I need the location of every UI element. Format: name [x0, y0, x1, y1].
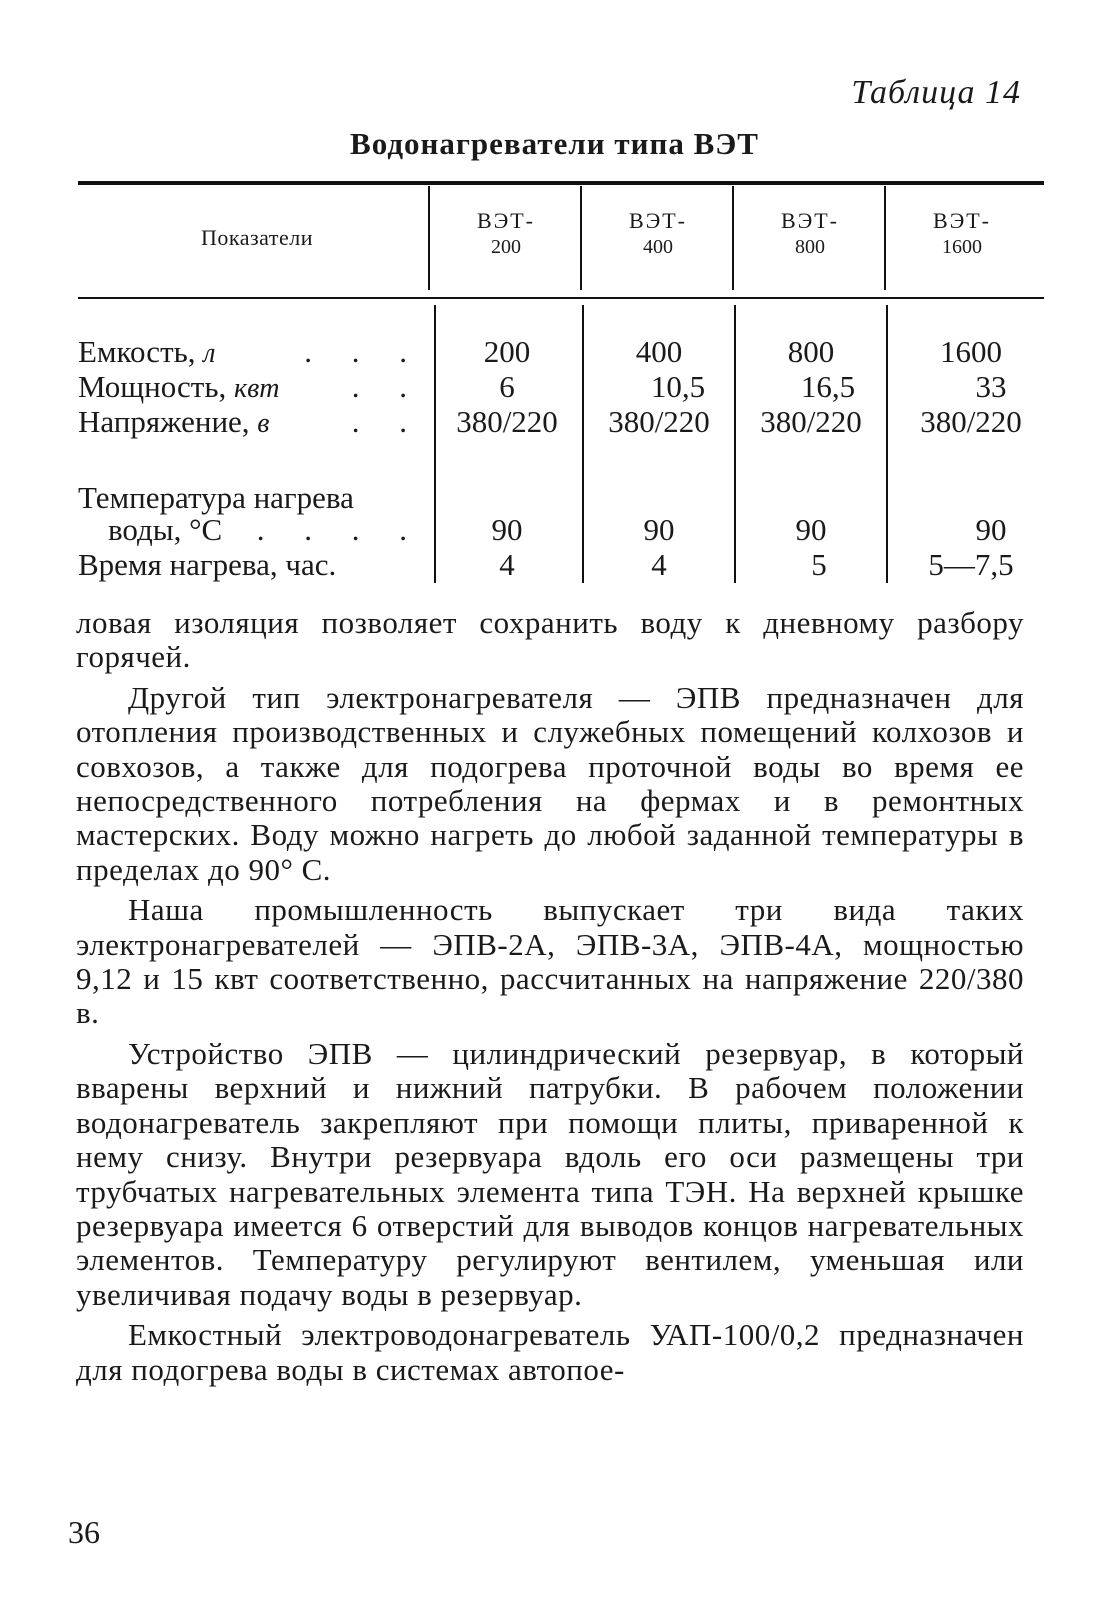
column-name: ВЭТ- [629, 208, 687, 233]
row-label-voltage: Напряжение, в . . [78, 404, 423, 439]
row-label-temperature-cont: воды, °С . . . . [108, 512, 423, 547]
header-column [887, 208, 1037, 260]
column-model-number: 200 [491, 236, 521, 258]
table-label: Таблица 14 [851, 74, 1021, 111]
cell-value: 6 [499, 369, 515, 404]
column-model-number: 400 [643, 236, 673, 258]
cell-value: 4 [499, 547, 515, 582]
column-model-number: 1600 [942, 236, 982, 258]
paragraph: Емкостный электроводонагреватель УАП-100/0,2 предназначен для подогрева воды в системах автопое- [76, 1317, 1024, 1387]
cell-value: 90 [643, 512, 675, 547]
cell-value: 90 [795, 512, 827, 547]
header-column [431, 208, 581, 260]
cell-value: 5—7,5 [928, 547, 1014, 582]
column-name: ВЭТ- [933, 208, 991, 233]
row-label-temperature: Температура нагрева [78, 480, 354, 515]
specs-table [78, 181, 1044, 583]
cell-value: 33 [975, 369, 1007, 404]
paragraph: Наша промышленность выпускает три вида таких электронагревателей — ЭПВ-2А, ЭПВ-3А, ЭПВ-4А, мощностью 9,12 и 15 квт соответственно, рассчитанных на напряжение 220/380 в. [76, 892, 1024, 1031]
cell-value: 1600 [940, 334, 1002, 369]
column-name: ВЭТ- [781, 208, 839, 233]
cell-value: 800 [787, 334, 835, 369]
table-top-rule [78, 181, 1044, 185]
paragraph: Другой тип электронагревателя — ЭПВ предназначен для отопления производственных и служебных помещений колхозов и совхозов, а также для подогрева проточной воды во время ее непосредственного потребления на фермах и в ремонтных мастерских. Воду можно нагреть до любой заданной температуры в пределах до 90° С. [76, 679, 1024, 887]
header-indicators: Показатели [200, 225, 314, 250]
header-column [735, 208, 885, 260]
table-header-rule [78, 297, 1044, 299]
cell-value: 90 [491, 512, 523, 547]
cell-value: 400 [635, 334, 683, 369]
cell-value: 380/220 [608, 404, 710, 439]
cell-value: 4 [651, 547, 667, 582]
paragraph: Устройство ЭПВ — цилиндрический резервуар, в который вварены верхний и нижний патрубки. В рабочем положении водонагреватель закрепляют при помощи плиты, приваренной к нему снизу. Внутри резервуара вдоль его оси размещены три трубчатых нагревательных элемента типа ТЭН. На верхней крышке резервуара имеется 6 отверстий для выводов концов нагревательных элементов. Температуру регулируют вентилем, уменьшая или увеличивая подачу воды в резервуар. [76, 1035, 1024, 1312]
row-label-capacity: Емкость, л . . . [78, 334, 423, 369]
page-number: 36 [68, 1514, 100, 1550]
cell-value: 90 [975, 512, 1007, 547]
row-label-heating-time: Время нагрева, час. [78, 547, 337, 582]
cell-value: 16,5 [800, 369, 856, 404]
cell-value: 380/220 [456, 404, 558, 439]
paragraph: ловая изоляция позволяет сохранить воду к дневному разбору горячей. [76, 605, 1024, 675]
cell-value: 380/220 [920, 404, 1022, 439]
body-text [76, 606, 1024, 1387]
row-label-power: Мощность, квт . . [78, 369, 423, 404]
column-name: ВЭТ- [477, 208, 535, 233]
cell-value: 5 [811, 547, 827, 582]
cell-value: 10,5 [650, 369, 706, 404]
column-model-number: 800 [795, 236, 825, 258]
header-column [583, 208, 733, 260]
cell-value: 200 [483, 334, 531, 369]
cell-value: 380/220 [760, 404, 862, 439]
table-title: Водонагреватели типа ВЭТ [350, 126, 759, 161]
column-divider [886, 305, 888, 583]
